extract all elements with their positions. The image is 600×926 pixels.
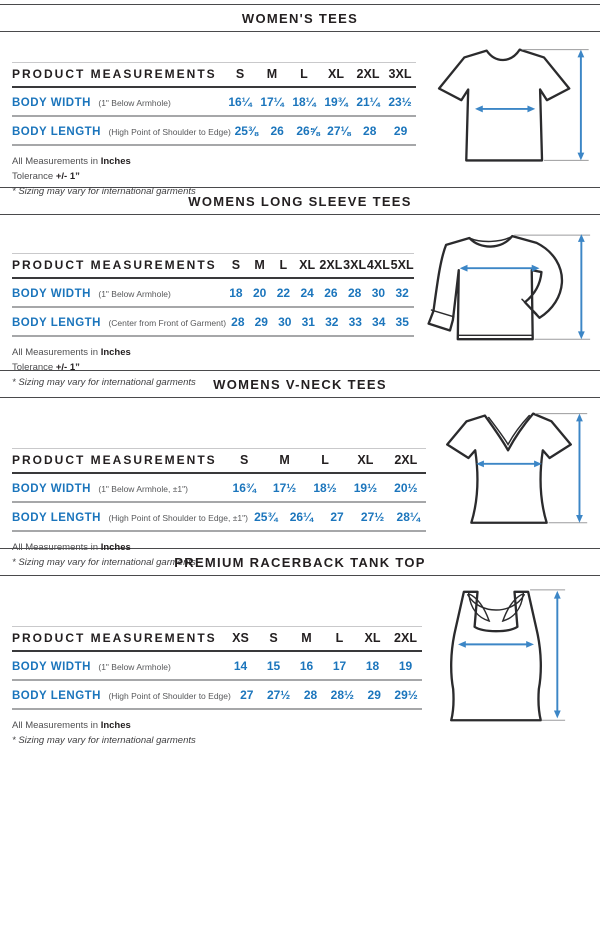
row-label: BODY LENGTH [12,317,101,329]
size-col-header: 5XL [390,258,414,272]
measurement-value: 18¼ [292,95,316,109]
size-col-header: 4XL [366,258,390,272]
size-col-header: XL [357,453,374,467]
measurement-value: 19 [398,659,413,673]
racerback-tank-diagram [422,584,570,735]
size-col-header: XL [328,67,344,81]
footnote-measurements [12,345,414,360]
size-col-header: L [335,631,344,645]
measurement-value: 20 [252,286,267,300]
measurement-value: 17¼ [260,95,284,109]
width-arrow [476,460,542,467]
footnote-measurements [12,718,422,733]
measurement-value: 24 [300,286,314,300]
measurement-value: 31 [301,315,315,329]
measurement-value: 33 [348,315,362,329]
row-note: (1" Below Armhole) [98,289,171,299]
table-header-row [12,449,426,474]
measurement-value: 29 [254,315,268,329]
racerback-armhole [469,594,489,621]
width-arrow [475,106,535,113]
row-note: (1" Below Armhole) [98,98,171,108]
footnotes [12,154,416,199]
measurement-value: 16¼ [228,95,252,109]
measurement-value: 27 [240,688,254,702]
measurement-value: 19¾ [324,95,348,109]
measurement-value: 26⅝ [296,124,320,138]
size-col-header: XL [299,258,316,272]
measurement-value: 15 [266,659,281,673]
length-arrow [554,591,561,719]
measurement-value: 27 [330,510,344,524]
measurement-value: 28 [363,124,377,138]
body-width-row [12,88,416,117]
size-col-header: S [231,258,241,272]
v-neck-tee-diagram [426,403,592,548]
width-arrow [460,265,540,272]
short-sleeve-tee-diagram [426,38,592,179]
table-header-row [12,627,422,652]
row-label: BODY LENGTH [12,512,101,524]
footnote-text: All Measurements in [12,156,99,167]
row-label: BODY WIDTH [12,288,91,300]
measurement-value: 26 [324,286,338,300]
garment-outline [447,414,571,523]
size-col-header: 2XL [394,453,418,467]
cuff-line [522,299,537,314]
footnote-text: All Measurements in [12,347,99,358]
measurement-value: 29 [393,124,408,138]
row-label: BODY WIDTH [12,483,91,495]
table-header-label: PRODUCT MEASUREMENTS [12,453,217,467]
body-width-row [12,652,422,681]
measurement-value: 20½ [394,481,418,495]
section-racerback-tank [0,548,600,746]
measurements-table [12,398,426,570]
measurement-value: 27⅛ [327,124,351,138]
measurement-value: 14 [233,659,248,673]
measurement-value: 18½ [313,481,337,495]
measurement-value: 32 [325,315,339,329]
measurement-value: 28 [347,286,362,300]
measurements-table [12,576,422,748]
size-col-header: S [235,67,245,81]
row-note: (High Point of Shoulder to Edge) [108,127,231,137]
body-width-row [12,279,414,308]
garment-outline [451,592,541,720]
racerback-armhole [503,594,523,621]
row-label: BODY WIDTH [12,97,91,109]
measurement-value: 25⅜ [234,124,258,138]
measurement-value: 32 [395,286,409,300]
size-col-header: 3XL [343,258,367,272]
size-col-header: M [254,258,265,272]
body-width-row [12,474,426,503]
measurement-value: 26 [270,124,284,138]
measurement-value: 30 [371,286,386,300]
body-length-row [12,503,426,532]
size-col-header: M [266,67,278,81]
table-header-row [12,63,416,88]
table-header-label: PRODUCT MEASUREMENTS [12,67,217,81]
size-col-header: XS [232,631,249,645]
measurement-value: 23½ [388,95,412,109]
size-col-header: 2XL [319,258,343,272]
measurement-value: 35 [395,315,409,329]
row-label: BODY LENGTH [12,126,101,138]
measurement-value: 16 [299,659,314,673]
footnote-sizing: * Sizing may vary for international garments [12,735,196,746]
footnote-value: +/- 1” [55,171,80,182]
length-arrow [577,50,584,161]
section-title: WOMEN'S TEES [241,11,359,26]
section-womens-tees [0,4,600,197]
row-label: BODY LENGTH [12,690,101,702]
footnote-sizing: * Sizing may vary for international garments [12,377,196,388]
measurement-value: 17½ [272,481,297,495]
measurement-value: 34 [372,315,386,329]
measurement-value: 19½ [353,481,378,495]
size-col-header: M [301,631,312,645]
footnotes [12,718,422,748]
garment-outline [439,50,569,161]
row-note: (High Point of Shoulder to Edge, ±1") [108,513,248,523]
footnote-unit: Inches [100,542,131,553]
row-note: (1" Below Armhole, ±1") [98,484,188,494]
measurement-value: 16¾ [232,481,256,495]
row-label: BODY WIDTH [12,661,91,673]
measurement-value: 30 [278,315,292,329]
footnote-sizing: * Sizing may vary for international garments [12,557,196,568]
width-arrow [458,641,534,648]
long-sleeve-tee-diagram [414,227,594,364]
size-col-header: M [279,453,290,467]
size-col-header: 3XL [388,67,412,81]
body-length-row [12,308,414,337]
footnote-text: Tolerance [12,171,54,182]
section-title-band [0,4,600,32]
size-col-header: L [279,258,288,272]
measurement-value: 29 [367,688,381,702]
measurement-value: 22 [276,286,291,300]
measurement-value: 26¼ [289,510,314,524]
size-col-header: L [300,67,308,81]
garment-outline [429,236,562,339]
measurement-value: 18 [229,286,243,300]
row-note: (Center from Front of Garment) [108,318,227,328]
size-col-header: 2XL [356,67,380,81]
measurements-table [12,32,416,199]
measurement-value: 18 [365,659,380,673]
footnote-text: Tolerance [12,362,54,373]
footnote-text: All Measurements in [12,542,99,553]
row-note: (1" Below Armhole) [98,662,171,672]
cuff-line [432,310,454,317]
measurement-value: 27½ [266,688,291,702]
table-header-row [12,254,414,279]
footnote-unit: Inches [100,156,131,167]
size-col-header: S [269,631,278,645]
measurement-value: 25¾ [254,510,278,524]
size-col-header: L [321,453,329,467]
section-title: WOMENS LONG SLEEVE TEES [188,194,412,209]
table-header-label: PRODUCT MEASUREMENTS [12,258,217,272]
measurement-value: 28¼ [396,510,420,524]
footnote-tolerance [12,169,416,184]
measurement-value: 28 [303,688,318,702]
measurement-value: 21¼ [356,95,380,109]
row-note: (High Point of Shoulder to Edge) [108,691,231,701]
length-arrow [578,234,585,339]
size-col-header: S [240,453,249,467]
table-header-label: PRODUCT MEASUREMENTS [12,631,217,645]
footnote-unit: Inches [100,347,131,358]
footnote-unit: Inches [100,720,131,731]
section-title: PREMIUM RACERBACK TANK TOP [174,555,426,570]
measurement-value: 28½ [330,688,355,702]
size-col-header: 2XL [394,631,417,645]
body-length-row [12,117,416,146]
measurement-value: 17 [332,659,347,673]
footnote-tolerance [12,360,414,375]
footnote-measurements [12,154,416,169]
footnote-value: +/- 1” [55,362,80,373]
footnote-measurements [12,540,426,555]
footnote-text: All Measurements in [12,720,99,731]
section-title: WOMENS V-NECK TEES [213,377,387,392]
measurement-value: 28 [231,315,245,329]
measurement-value: 29½ [394,688,418,702]
footnote-sizing: * Sizing may vary for international garments [12,186,196,197]
length-arrow [576,414,583,523]
body-length-row [12,681,422,710]
size-col-header: XL [364,631,381,645]
measurements-table [12,215,414,390]
measurement-value: 27½ [360,510,385,524]
